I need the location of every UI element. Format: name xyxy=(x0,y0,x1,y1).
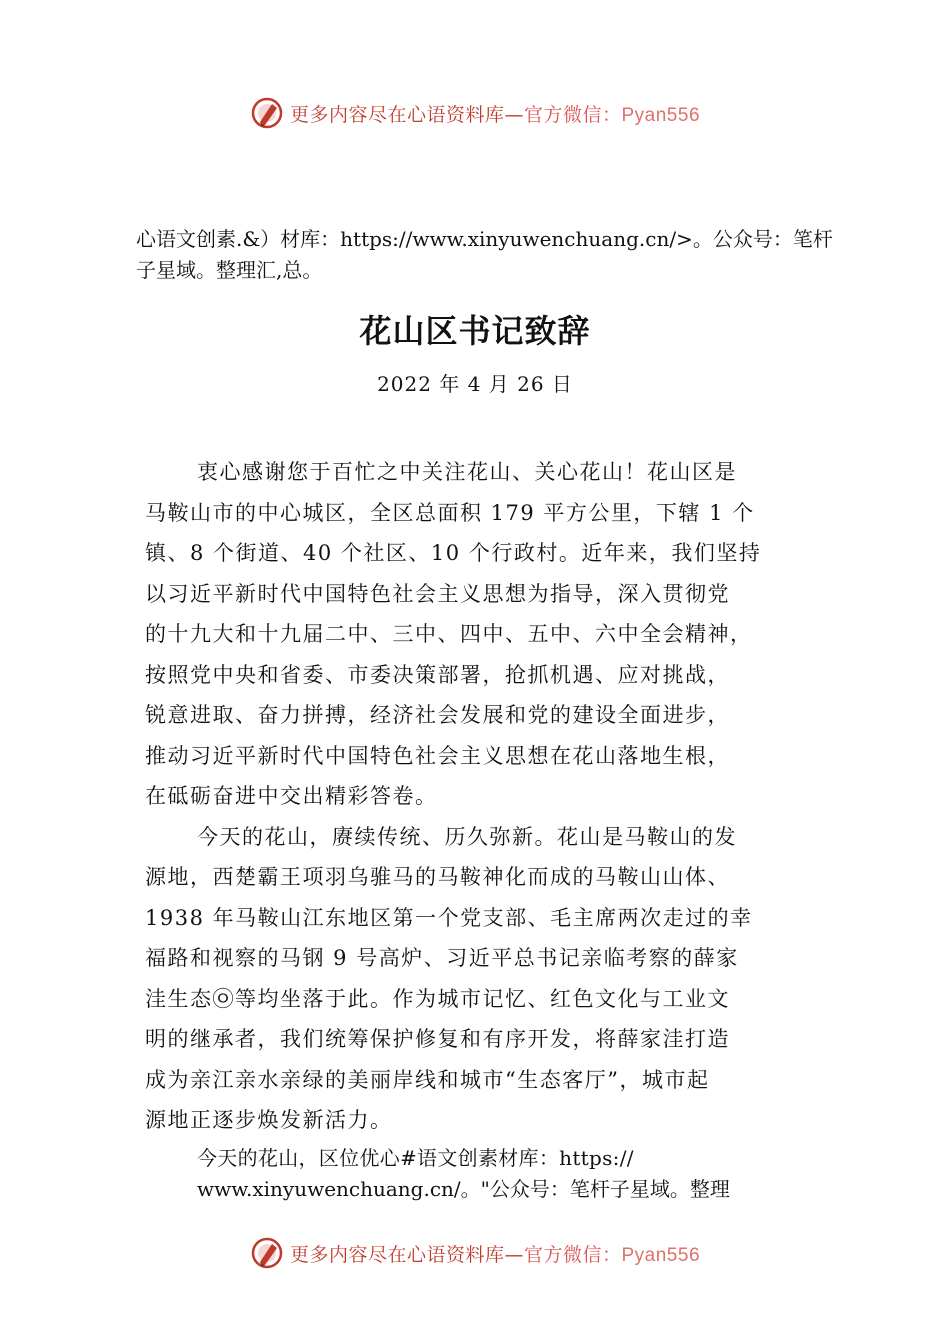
paragraph-line: 推动习近平新时代中国特色社会主义思想在花山落地生根， xyxy=(145,743,730,768)
paragraph-line: 源地，西楚霸王项羽乌骓马的马鞍神化而成的马鞍山山体、 xyxy=(145,865,730,889)
paragraph-line: 源地正逐步焕发新活力。 xyxy=(145,1108,393,1132)
paragraph-line: 今天的花山，赓续传统、历久弥新。花山是马鞍山的发 xyxy=(197,824,737,849)
banner-main-text: 更多内容尽在心语资料库 xyxy=(289,1243,505,1266)
paragraph-line: 以习近平新时代中国特色社会主义思想为指导，深入贯彻党 xyxy=(145,581,730,606)
header-banner xyxy=(0,96,950,130)
paragraph-3-line-2: www.xinyuwenchuang.cn/。"公众号：笔杆子星域。整理 xyxy=(197,1176,730,1201)
pen-nib-logo-icon xyxy=(250,96,284,130)
paragraph-line: 按照党中央和省委、市委决策部署，抢抓机遇、应对挑战， xyxy=(145,662,730,687)
banner-wechat-label: 官方微信： xyxy=(523,103,622,126)
paragraph-line: 马鞍山市的中心城区，全区总面积 179 平方公里，下辖 1 个 xyxy=(145,500,755,525)
paragraph-line: 在砥砺奋进中交出精彩答卷。 xyxy=(145,784,438,808)
pre-header-text: 心语文创素.&）材库：https://www.xinyuwenchuang.cn/>。公众号：笔杆子星域。整理汇,总。 xyxy=(136,227,833,282)
banner-account: Pyan556 xyxy=(621,104,701,126)
paragraph-line: 镇、8 个街道、40 个社区、10 个行政村。近年来，我们坚持 xyxy=(145,541,762,565)
paragraph-line: 福路和视察的马钢 9 号高炉、习近平总书记亲临考察的薛家 xyxy=(145,946,739,970)
paragraph-line: 洼生态㉧等均坐落于此。作为城市记忆、红色文化与工业文 xyxy=(145,986,730,1011)
banner-separator: — xyxy=(504,103,524,126)
paragraph-line: 的十九大和十九届二中、三中、四中、五中、六中全会精神， xyxy=(145,622,753,646)
paragraph-1 xyxy=(145,452,810,817)
document-date: 2022 年 4 月 26 日 xyxy=(377,372,573,396)
banner-separator: — xyxy=(504,1243,524,1266)
pen-nib-logo-icon xyxy=(250,1236,284,1270)
paragraph-2 xyxy=(145,817,810,1141)
banner-wechat-label: 官方微信： xyxy=(523,1243,622,1266)
banner-main-text: 更多内容尽在心语资料库 xyxy=(289,103,505,126)
paragraph-line: 锐意进取、奋力拼搏，经济社会发展和党的建设全面进步， xyxy=(145,703,730,727)
footer-banner xyxy=(0,1236,950,1270)
paragraph-line: 成为亲江亲水亲绿的美丽岸线和城市“生态客厅”，城市起 xyxy=(145,1067,710,1092)
document-body xyxy=(145,452,810,1205)
paragraph-3-line-1: 今天的花山，区位优心#语文创素材库：https:// xyxy=(197,1145,634,1170)
paragraph-line: 1938 年马鞍山江东地区第一个党支部、毛主席两次走过的幸 xyxy=(145,905,753,930)
banner-text xyxy=(290,100,700,127)
paragraph-line: 衷心感谢您于百忙之中关注花山、关心花山！花山区是 xyxy=(197,460,737,484)
paragraph-line: 明的继承者，我们统筹保护修复和有序开发，将薛家洼打造 xyxy=(145,1027,730,1051)
banner-text xyxy=(290,1240,700,1267)
banner-account: Pyan556 xyxy=(621,1244,701,1266)
document-title: 花山区书记致辞 xyxy=(359,312,591,350)
